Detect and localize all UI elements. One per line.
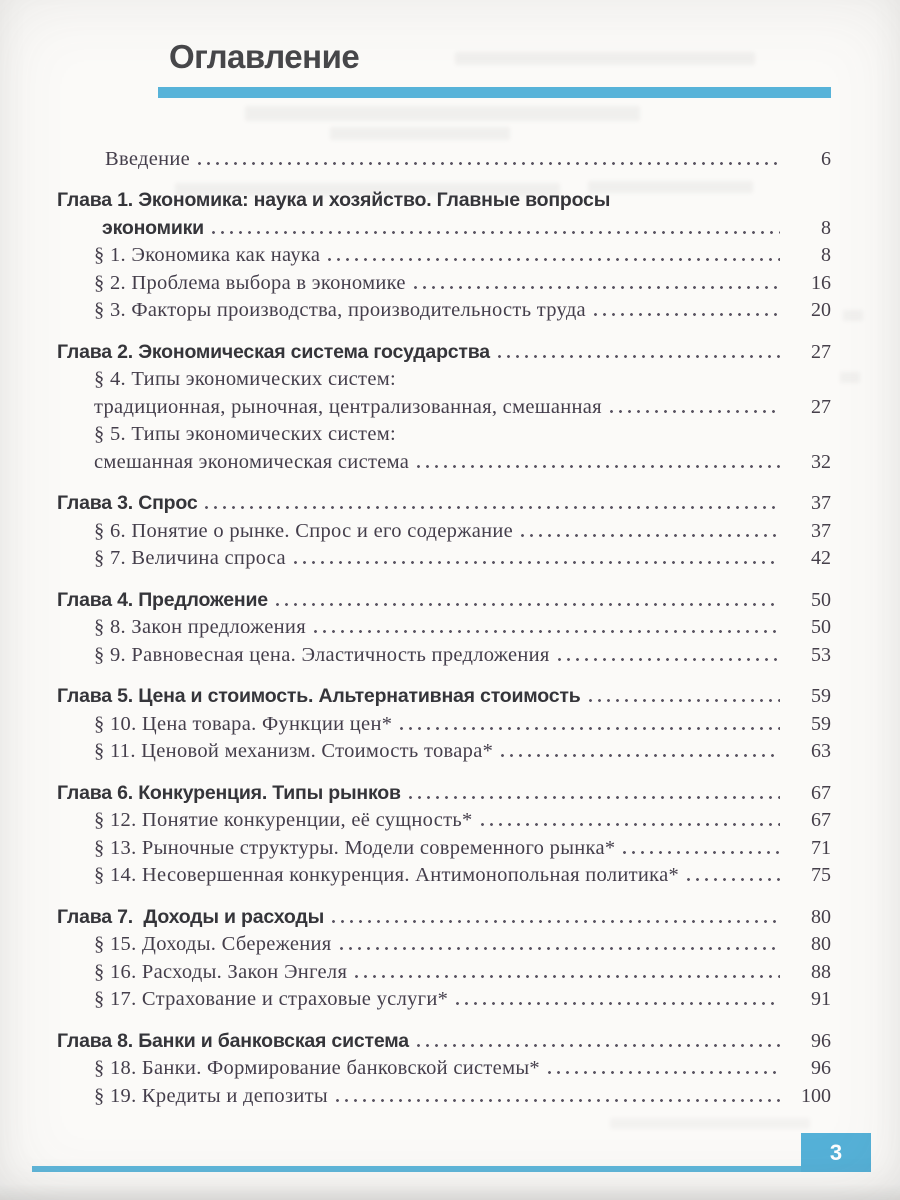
toc-entry-row [57, 516, 831, 544]
toc-item-label: Глава 7. Доходы и расходы [57, 905, 325, 928]
toc-item-label: § 19. Кредиты и депозиты [94, 1084, 328, 1107]
toc-entry-row [57, 144, 831, 172]
toc-item-label: Введение [105, 147, 191, 170]
toc-item-label: Глава 1. Экономика: наука и хозяйство. Главные вопросы [57, 189, 611, 211]
bleedthrough-mark [455, 52, 755, 65]
title-underline-bar [158, 87, 831, 98]
toc-page-number: 37 [811, 492, 831, 514]
footer-rule [32, 1166, 870, 1172]
toc-page-number: 67 [811, 809, 831, 831]
toc-entry-row [57, 930, 831, 958]
toc-item-label: § 16. Расходы. Закон Энгеля [94, 960, 348, 983]
toc-page-number: 27 [811, 340, 831, 363]
toc-page-number: 16 [811, 271, 831, 294]
toc-entry-row [57, 268, 831, 296]
bleedthrough-mark [610, 1118, 810, 1129]
toc-entry-row [57, 709, 831, 737]
toc-item-label: смешанная экономическая система [94, 450, 410, 473]
toc-item-label: Глава 3. Спрос [57, 492, 198, 514]
toc-page-number: 37 [811, 519, 831, 542]
toc-item-label: § 6. Понятие о рынке. Спрос и его содержание [94, 519, 514, 542]
toc-page-number: 80 [811, 905, 831, 928]
bleedthrough-mark [840, 372, 860, 383]
toc-item-label: § 8. Закон предложения [94, 616, 306, 638]
toc-page-number: 80 [811, 933, 831, 955]
toc-item-label: § 1. Экономика как наука [94, 244, 321, 266]
toc-item-label: § 18. Банки. Формирование банковской системы* [94, 1057, 540, 1079]
toc-page-number: 53 [811, 643, 831, 666]
page-number: 3 [829, 1139, 843, 1165]
toc-page-number: 32 [811, 450, 831, 473]
toc-chapter-row [57, 213, 831, 241]
toc-entry-row [57, 957, 831, 985]
table-of-contents [57, 144, 831, 1109]
toc-entry-row [57, 447, 831, 475]
toc-page-number: 59 [811, 712, 831, 735]
toc-chapter-row [57, 186, 831, 214]
toc-entry-row [57, 737, 831, 765]
toc-page-number: 8 [821, 244, 831, 266]
toc-chapter-row [57, 1026, 831, 1054]
toc-item-label: Глава 6. Конкуренция. Типы рынков [57, 781, 401, 804]
toc-page-number: 96 [811, 1029, 831, 1052]
toc-item-label: § 10. Цена товара. Функции цен* [94, 712, 393, 735]
toc-item-label: § 12. Понятие конкуренции, её сущность* [94, 809, 473, 831]
toc-item-label: Глава 2. Экономическая система государства [57, 340, 490, 363]
toc-entry-row [57, 985, 831, 1013]
toc-page-number: 20 [811, 299, 831, 321]
toc-page-number: 71 [811, 836, 831, 859]
toc-item-label: § 9. Равновесная цена. Эластичность предложения [94, 643, 550, 666]
toc-entry-row [57, 1054, 831, 1082]
toc-entry-row [57, 241, 831, 269]
toc-item-label: традиционная, рыночная, централизованная, смешанная [94, 395, 602, 418]
toc-page-number: 42 [811, 547, 831, 569]
toc-page-number: 27 [811, 395, 831, 418]
toc-item-label: экономики [102, 216, 204, 239]
page-title: Оглавление [169, 38, 360, 75]
bleedthrough-mark [245, 106, 640, 121]
toc-page-number: 50 [811, 588, 831, 611]
toc-chapter-row [57, 778, 831, 806]
toc-chapter-row [57, 585, 831, 613]
toc-page-number: 6 [821, 147, 831, 170]
toc-chapter-row [57, 902, 831, 930]
toc-entry-row [57, 613, 831, 641]
toc-page-number: 63 [811, 740, 831, 762]
bleedthrough-mark [843, 310, 863, 321]
toc-entry-row [57, 833, 831, 861]
toc-item-label: § 3. Факторы производства, производительность труда [94, 299, 586, 321]
toc-item-label: § 13. Рыночные структуры. Модели современного рынка* [94, 836, 616, 859]
toc-item-label: Глава 4. Предложение [57, 588, 268, 611]
toc-page-number: 96 [811, 1057, 831, 1079]
toc-entry-row [57, 806, 831, 834]
toc-page-number: 67 [811, 781, 831, 804]
toc-item-label: Глава 8. Банки и банковская система [57, 1029, 409, 1052]
toc-page-number: 8 [821, 216, 831, 239]
toc-entry-row [57, 420, 831, 448]
toc-entry-row [57, 544, 831, 572]
toc-chapter-row [57, 682, 831, 710]
page-edge-shadow [0, 1184, 900, 1200]
bleedthrough-mark [330, 127, 510, 140]
toc-chapter-row [57, 337, 831, 365]
toc-entry-row [57, 392, 831, 420]
toc-entry-row [57, 1081, 831, 1109]
toc-entry-row [57, 365, 831, 393]
toc-item-label: § 5. Типы экономических систем: [94, 423, 396, 445]
page-number-badge [801, 1133, 871, 1172]
toc-page-number: 100 [801, 1084, 831, 1107]
toc-entry-row [57, 861, 831, 889]
toc-item-label: § 7. Величина спроса [94, 547, 286, 569]
toc-page-number: 88 [811, 960, 831, 983]
toc-entry-row [57, 640, 831, 668]
toc-entry-row [57, 296, 831, 324]
toc-item-label: § 15. Доходы. Сбережения [94, 933, 332, 955]
toc-page-number: 50 [811, 616, 831, 638]
toc-item-label: § 11. Ценовой механизм. Стоимость товара* [94, 740, 494, 762]
toc-item-label: § 14. Несовершенная конкуренция. Антимонопольная политика* [94, 864, 680, 886]
toc-chapter-row [57, 489, 831, 517]
toc-item-label: Глава 5. Цена и стоимость. Альтернативная стоимость [57, 685, 581, 707]
toc-page-number: 59 [811, 685, 831, 707]
toc-item-label: § 17. Страхование и страховые услуги* [94, 988, 449, 1010]
toc-item-label: § 2. Проблема выбора в экономике [94, 271, 406, 294]
toc-page-number: 75 [811, 864, 831, 886]
toc-item-label: § 4. Типы экономических систем: [94, 368, 396, 390]
toc-page-number: 91 [811, 988, 831, 1010]
